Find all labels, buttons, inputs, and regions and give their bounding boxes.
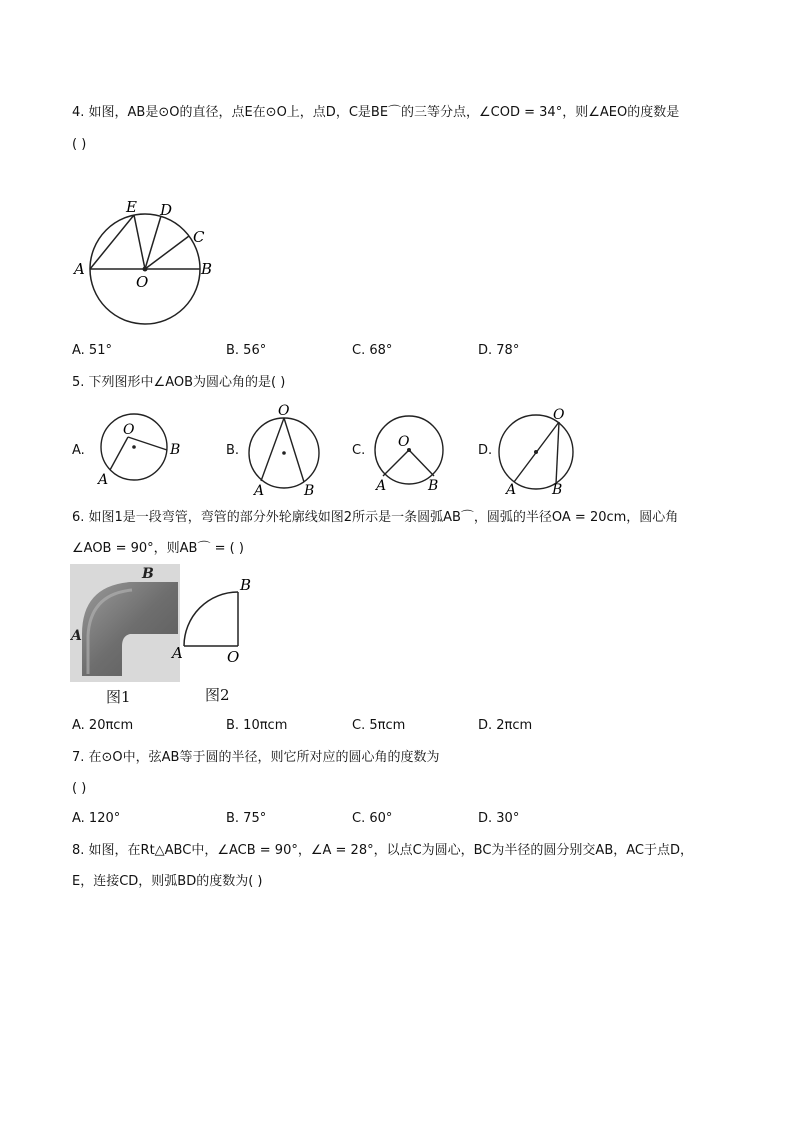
q5a-label-A: A	[98, 472, 109, 488]
q5c-label-B: B	[428, 478, 439, 494]
q4-option-b[interactable]: B. 56°	[226, 343, 267, 358]
q7-text: 7. 在⊙O中，弦AB等于圆的半径，则它所对应的圆心角的度数为	[72, 750, 440, 765]
q5-figure-d	[496, 404, 582, 498]
q5c-label-A: A	[376, 478, 387, 494]
q5c-label-O: O	[398, 434, 410, 450]
q6-line2: ∠AOB = 90°，则AB⌒ = ( )	[72, 541, 244, 556]
q5-option-c[interactable]: C.	[352, 443, 366, 458]
q5-figure-c	[368, 408, 452, 494]
q6-photo-label-B: B	[142, 566, 154, 582]
q6-pipe-photo	[70, 564, 180, 682]
q5-figure-b	[246, 402, 326, 498]
q5a-label-B: B	[170, 442, 181, 458]
q6-option-a[interactable]: A. 20πcm	[72, 718, 134, 733]
q4-label-E: E	[126, 198, 137, 216]
q4-paren: ( )	[72, 137, 87, 152]
q6-line1: 6. 如图1是一段弯管，弯管的部分外轮廓线如图2所示是一条圆弧AB⌒，圆弧的半径OA = 20cm，圆心角	[72, 510, 679, 525]
q4-text: 4. 如图，AB是⊙O的直径，点E在⊙O上，点D，C是BE⌒的三等分点，∠COD = 34°，则∠AEO的度数是	[72, 105, 680, 120]
q5d-label-O: O	[553, 407, 565, 423]
q5-text: 5. 下列图形中∠AOB为圆心角的是( )	[72, 375, 286, 390]
q7-option-b[interactable]: B. 75°	[226, 811, 267, 826]
q7-option-c[interactable]: C. 60°	[352, 811, 393, 826]
q8-line1: 8. 如图，在Rt△ABC中，∠ACB = 90°，∠A = 28°，以点C为圆心，BC为半径的圆分别交AB，AC于点D，	[72, 843, 693, 858]
q4-label-C: C	[193, 228, 205, 246]
q5b-label-B: B	[304, 483, 315, 498]
q4-option-c[interactable]: C. 68°	[352, 343, 393, 358]
q5-option-a[interactable]: A.	[72, 443, 85, 458]
q5b-label-O: O	[278, 403, 290, 419]
q4-label-A: A	[74, 260, 85, 278]
q5a-label-O: O	[123, 422, 135, 438]
q8-line2: E，连接CD，则弧BD的度数为( )	[72, 874, 263, 889]
q6-option-d[interactable]: D. 2πcm	[478, 718, 533, 733]
q5d-label-A: A	[506, 482, 517, 498]
q5-option-b[interactable]: B.	[226, 443, 240, 458]
q4-figure	[70, 196, 230, 330]
q6-option-c[interactable]: C. 5πcm	[352, 718, 406, 733]
q5b-label-A: A	[254, 483, 265, 498]
q6-fig2-label-A: A	[172, 644, 183, 662]
q7-paren: ( )	[72, 781, 87, 796]
q6-figure2	[170, 574, 260, 666]
q6-fig2-label-B: B	[240, 576, 252, 594]
q4-option-a[interactable]: A. 51°	[72, 343, 112, 358]
q5-option-d[interactable]: D.	[478, 443, 493, 458]
q6-caption-2: 图2	[205, 686, 230, 704]
q4-label-O: O	[136, 273, 149, 291]
q7-option-a[interactable]: A. 120°	[72, 811, 121, 826]
q4-option-d[interactable]: D. 78°	[478, 343, 520, 358]
q4-label-B: B	[201, 260, 213, 278]
q4-label-D: D	[160, 201, 173, 219]
q6-fig2-label-O: O	[227, 648, 240, 666]
q6-caption-1: 图1	[106, 688, 131, 706]
q7-option-d[interactable]: D. 30°	[478, 811, 520, 826]
q5d-label-B: B	[552, 482, 563, 498]
q6-photo-label-A: A	[71, 628, 82, 644]
q5-figure-a	[92, 410, 192, 490]
q6-option-b[interactable]: B. 10πcm	[226, 718, 288, 733]
